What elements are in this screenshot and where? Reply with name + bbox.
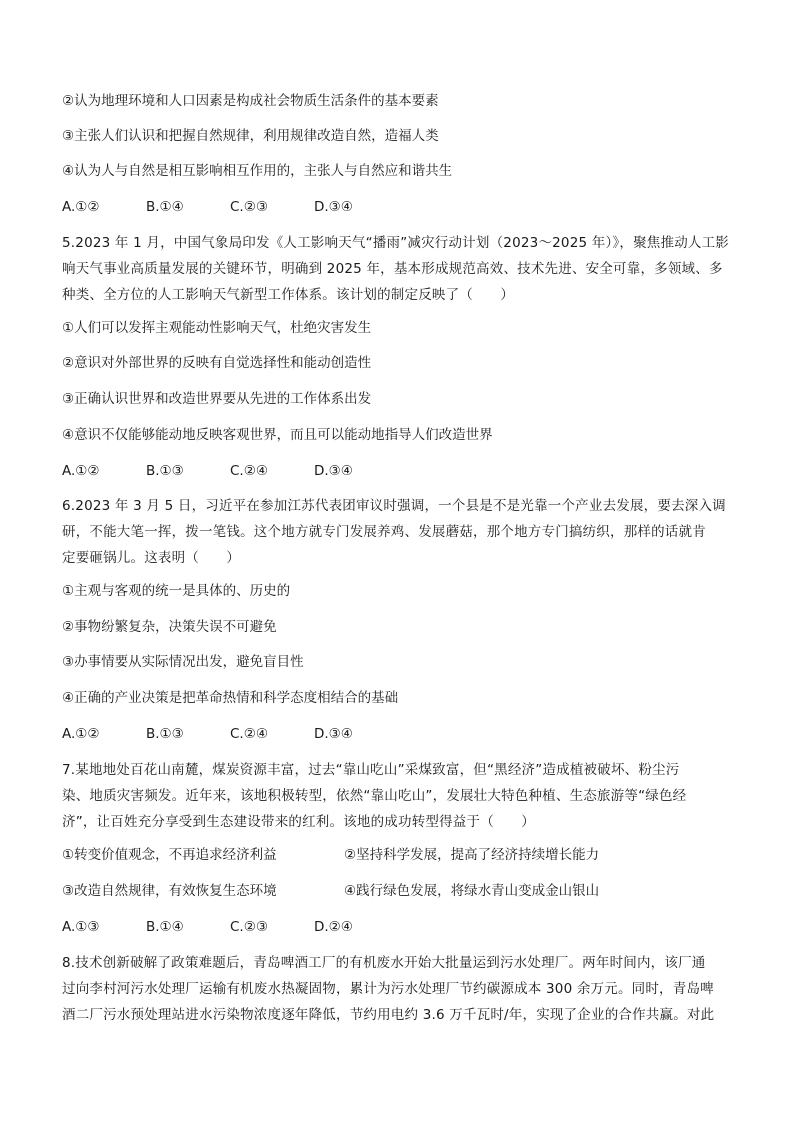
q6-stem-line-3: 定要砸锅儿。这表明（ ） (62, 550, 241, 566)
q4-options (62, 198, 398, 216)
q6-statement-1: ①主观与客观的统一是具体的、历史的 (62, 583, 291, 599)
q4-statement-2: ②认为地理环境和人口因素是构成社会物质生活条件的基本要素 (62, 93, 439, 109)
q7-option-d[interactable]: D.②④ (314, 919, 353, 935)
q5-statement-4: ④意识不仅能够能动地反映客观世界，而且可以能动地指导人们改造世界 (62, 427, 493, 443)
q4-option-b[interactable]: B.①④ (146, 199, 184, 215)
q6-stem-line-2: 研，不能大笔一挥，拨一笔钱。这个地方就专门发展养鸡、发展蘑菇，那个地方专门搞纺织，那样的话就肯 (62, 524, 706, 540)
q6-option-a[interactable]: A.①② (62, 726, 100, 742)
q6-statement-4: ④正确的产业决策是把革命热情和科学态度相结合的基础 (62, 690, 399, 706)
q7-option-a[interactable]: A.①③ (62, 919, 100, 935)
q7-statement-2: ②坚持科学发展，提高了经济持续增长能力 (344, 847, 600, 863)
q5-stem-line-3: 种类、全方位的人工影响天气新型工作体系。该计划的制定反映了（ ） (62, 287, 515, 303)
q5-statement-1: ①人们可以发挥主观能动性影响天气，杜绝灾害发生 (62, 320, 372, 336)
q5-stem-line-1: 5.2023 年 1 月，中国气象局印发《人工影响天气“播雨”减灾行动计划（2023～2025 年）》，聚焦推动人工影 (62, 235, 729, 251)
q8-stem-line-3: 酒二厂污水预处理站进水污染物浓度逐年降低，节约用电约 3.6 万千瓦时/年，实现了企业的合作共赢。对此 (62, 1007, 715, 1023)
q5-statement-2: ②意识对外部世界的反映有自觉选择性和能动创造性 (62, 355, 372, 371)
q8-stem-line-2: 过向李村河污水处理厂运输有机废水热凝固物，累计为污水处理厂节约碳源成本 300 余万元。同时，青岛啤 (62, 981, 714, 997)
q7-stem-line-1: 7.某地地处百花山南麓，煤炭资源丰富，过去“靠山吃山”采煤致富，但“黑经济”造成植被破坏、粉尘污 (62, 762, 680, 778)
q7-stem-line-2: 染、地质灾害频发。近年来，该地积极转型，依然“靠山吃山”，发展壮大特色种植、生态旅游等“绿色经 (62, 788, 687, 804)
q4-option-d[interactable]: D.③④ (314, 199, 353, 215)
q7-statement-1: ①转变价值观念，不再追求经济利益 (62, 847, 277, 863)
q6-option-d[interactable]: D.③④ (314, 726, 353, 742)
q4-option-c[interactable]: C.②③ (230, 199, 268, 215)
q7-options (62, 918, 398, 936)
q7-option-b[interactable]: B.①④ (146, 919, 184, 935)
q5-statement-3: ③正确认识世界和改造世界要从先进的工作体系出发 (62, 391, 372, 407)
q7-statement-4: ④践行绿色发展，将绿水青山变成金山银山 (344, 883, 600, 899)
q4-statement-3: ③主张人们认识和把握自然规律，利用规律改造自然，造福人类 (62, 128, 439, 144)
q4-statement-4: ④认为人与自然是相互影响相互作用的，主张人与自然应和谐共生 (62, 163, 453, 179)
q5-option-d[interactable]: D.③④ (314, 463, 353, 479)
q6-stem-line-1: 6.2023 年 3 月 5 日，习近平在参加江苏代表团审议时强调，一个县是不是光靠一个产业去发展，要去深入调 (62, 498, 726, 514)
q6-option-b[interactable]: B.①③ (146, 726, 184, 742)
q4-option-a[interactable]: A.①② (62, 199, 100, 215)
q8-stem-line-1: 8.技术创新破解了政策难题后，青岛啤酒工厂的有机废水开始大批量运到污水处理厂。两年时间内，该厂通 (62, 955, 706, 971)
q6-option-c[interactable]: C.②④ (230, 726, 268, 742)
q5-option-a[interactable]: A.①② (62, 463, 100, 479)
q6-statement-3: ③办事情要从实际情况出发，避免盲目性 (62, 654, 304, 670)
q5-options (62, 462, 398, 480)
q5-option-b[interactable]: B.①③ (146, 463, 184, 479)
q6-options (62, 725, 398, 743)
q7-option-c[interactable]: C.②③ (230, 919, 268, 935)
q7-stem-line-3: 济”，让百姓充分享受到生态建设带来的红利。该地的成功转型得益于（ ） (62, 814, 535, 830)
q7-statement-3: ③改造自然规律，有效恢复生态环境 (62, 883, 277, 899)
q5-option-c[interactable]: C.②④ (230, 463, 268, 479)
q6-statement-2: ②事物纷繁复杂，决策失误不可避免 (62, 619, 277, 635)
q5-stem-line-2: 响天气事业高质量发展的关键环节，明确到 2025 年，基本形成规范高效、技术先进、安全可靠，多领域、多 (62, 261, 723, 277)
